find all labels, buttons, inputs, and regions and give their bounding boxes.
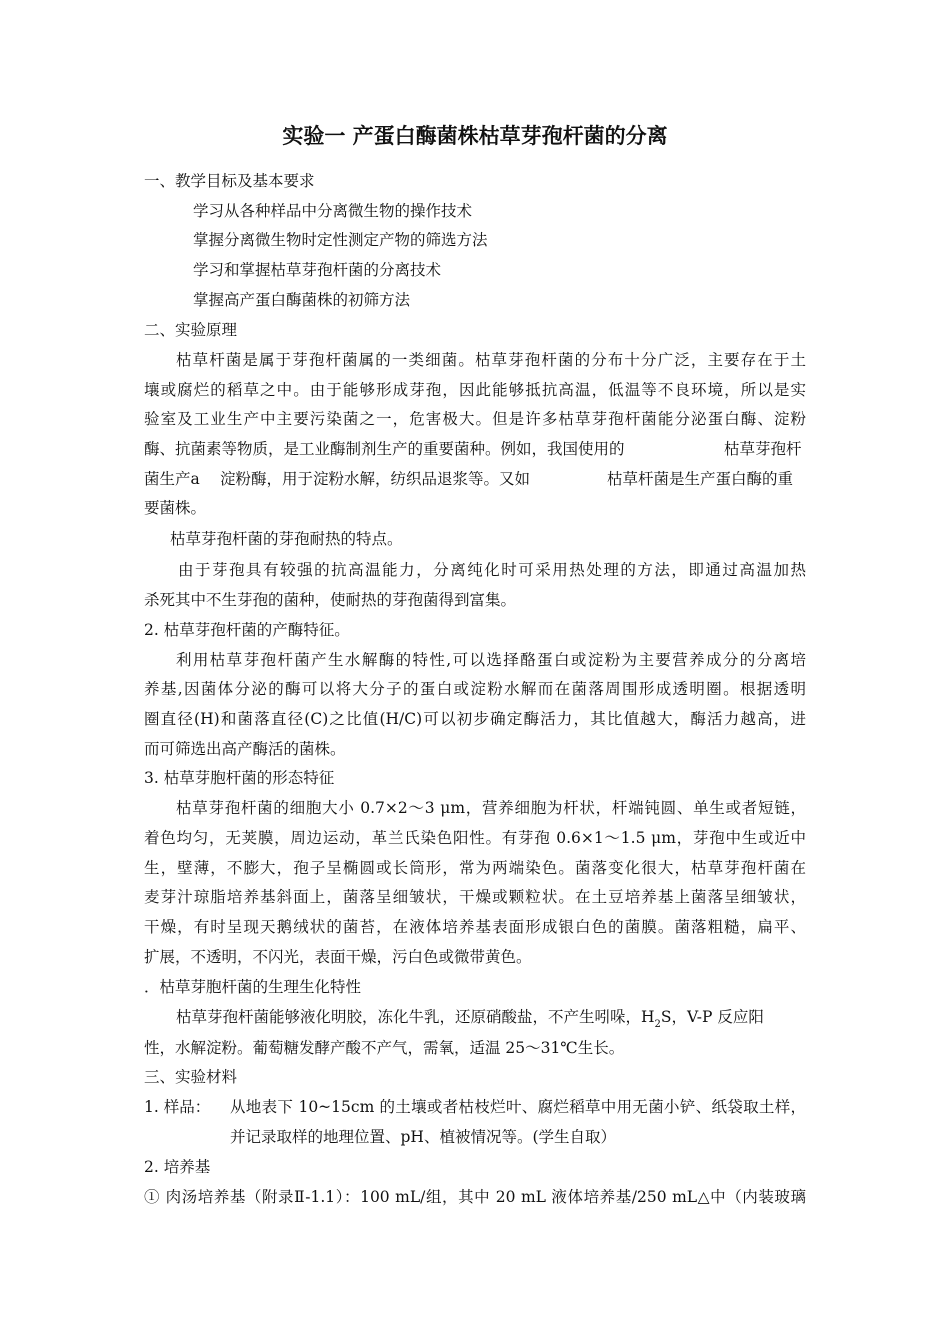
- paragraph-line-fragment: 淀粉酶，用于淀粉水解，纺织品退浆等。又如: [220, 470, 531, 488]
- paragraph-line-fragment: 枯草芽孢杆: [724, 440, 802, 458]
- objective-item: 掌握分离微生物时定性测定产物的筛选方法: [193, 231, 488, 249]
- section-heading-objectives: 一、教学目标及基本要求: [144, 172, 315, 190]
- paragraph-line: 利用枯草芽孢杆菌产生水解酶的特性,可以选择酪蛋白或淀粉为主要营养成分的分离培: [176, 651, 806, 669]
- principle-point-2: 2. 枯草芽孢杆菌的产酶特征。: [144, 621, 350, 639]
- paragraph-line: 扩展，不透明，不闪光，表面干燥，污白色或微带黄色。: [144, 948, 532, 966]
- paragraph-line: 枯草杆菌是属于芽孢杆菌属的一类细菌。枯草芽孢杆菌的分布十分广泛，主要存在于土: [176, 351, 806, 369]
- paragraph-line: 性，水解淀粉。葡萄糖发酵产酸不产气，需氧，适温 25～31℃生长。: [144, 1039, 625, 1057]
- text-run: S，V-P 反应阳: [660, 1008, 764, 1026]
- paragraph-line: 养基,因菌体分泌的酶可以将大分子的蛋白或淀粉水解而在菌落周围形成透明圈。根据透明: [144, 680, 806, 698]
- text-run: 枯草芽孢杆菌能够液化明胶，冻化牛乳，还原硝酸盐，不产生吲哚，H: [176, 1008, 655, 1026]
- section-heading-materials: 三、实验材料: [144, 1068, 238, 1086]
- paragraph-line-fragment: 枯草杆菌是生产蛋白酶的重: [607, 470, 794, 488]
- paragraph-line: 生，壁薄，不膨大，孢子呈椭圆或长筒形，常为两端染色。菌落变化很大，枯草芽孢杆菌在: [144, 859, 806, 877]
- paragraph-line: 干燥，有时呈现天鹅绒状的菌苔，在液体培养基表面形成银白色的菌膜。菌落粗糙，扁平、: [144, 918, 806, 936]
- paragraph-line: 而可筛选出高产酶活的菌株。: [144, 740, 346, 758]
- document-title: 实验一 产蛋白酶菌株枯草芽孢杆菌的分离: [282, 123, 668, 148]
- paragraph-line: 壤或腐烂的稻草之中。由于能够形成芽孢，因此能够抵抗高温，低温等不良环境，所以是实: [144, 381, 806, 399]
- objective-item: 学习从各种样品中分离微生物的操作技术: [193, 202, 473, 220]
- paragraph-line: 圈直径(H)和菌落直径(C)之比值(H/C)可以初步确定酶活力，其比值越大，酶活力越高，进: [144, 710, 806, 728]
- paragraph-line: 并记录取样的地理位置、pH、植被情况等。(学生自取）: [230, 1128, 616, 1146]
- material-label-medium: 2. 培养基: [144, 1158, 211, 1176]
- paragraph-line: 着色均匀，无荚膜，周边运动，革兰氏染色阳性。有芽孢 0.6×1～1.5 μm，芽孢中生或近中: [144, 829, 806, 847]
- objective-item: 学习和掌握枯草芽孢杆菌的分离技术: [193, 261, 442, 279]
- paragraph-line: 杀死其中不生芽孢的菌种，使耐热的芽孢菌得到富集。: [144, 591, 517, 609]
- principle-point-3: 3. 枯草芽胞杆菌的形态特征: [144, 769, 335, 787]
- paragraph-line: [176, 1007, 764, 1030]
- paragraph-line: 验室及工业生产中主要污染菌之一，危害极大。但是许多枯草芽孢杆菌能分泌蛋白酶、淀粉: [144, 410, 806, 428]
- principle-point-1: 枯草芽孢杆菌的芽孢耐热的特点。: [170, 530, 403, 548]
- paragraph-line: 要菌株。: [144, 499, 207, 517]
- paragraph-line: 从地表下 10~15cm 的土壤或者枯枝烂叶、腐烂稻草中用无菌小铲、纸袋取土样，: [230, 1098, 806, 1116]
- objective-item: 掌握高产蛋白酶菌株的初筛方法: [193, 291, 411, 309]
- principle-point-4: ．枯草芽胞杆菌的生理生化特性: [144, 978, 362, 996]
- material-label-sample: 1. 样品：: [144, 1098, 211, 1116]
- subscript: 2: [654, 1019, 661, 1030]
- section-heading-principle: 二、实验原理: [144, 321, 238, 339]
- paragraph-line: 麦芽汁琼脂培养基斜面上，菌落呈细皱状，干燥或颗粒状。在土豆培养基上菌落呈细皱状，: [144, 888, 806, 906]
- paragraph-line: 枯草芽孢杆菌的细胞大小 0.7×2～3 μm，营养细胞为杆状，杆端钝圆、单生或者短链，: [176, 799, 806, 817]
- paragraph-line: 酶、抗菌素等物质，是工业酶制剂生产的重要菌种。例如，我国使用的: [144, 440, 625, 458]
- paragraph-line: ① 肉汤培养基（附录Ⅱ-1.1）：100 mL/组，其中 20 mL 液体培养基/250 mL△中（内装玻璃: [144, 1188, 806, 1206]
- paragraph-line-fragment: 菌生产a: [144, 470, 200, 488]
- paragraph-line: 由于芽孢具有较强的抗高温能力，分离纯化时可采用热处理的方法，即通过高温加热: [178, 561, 806, 579]
